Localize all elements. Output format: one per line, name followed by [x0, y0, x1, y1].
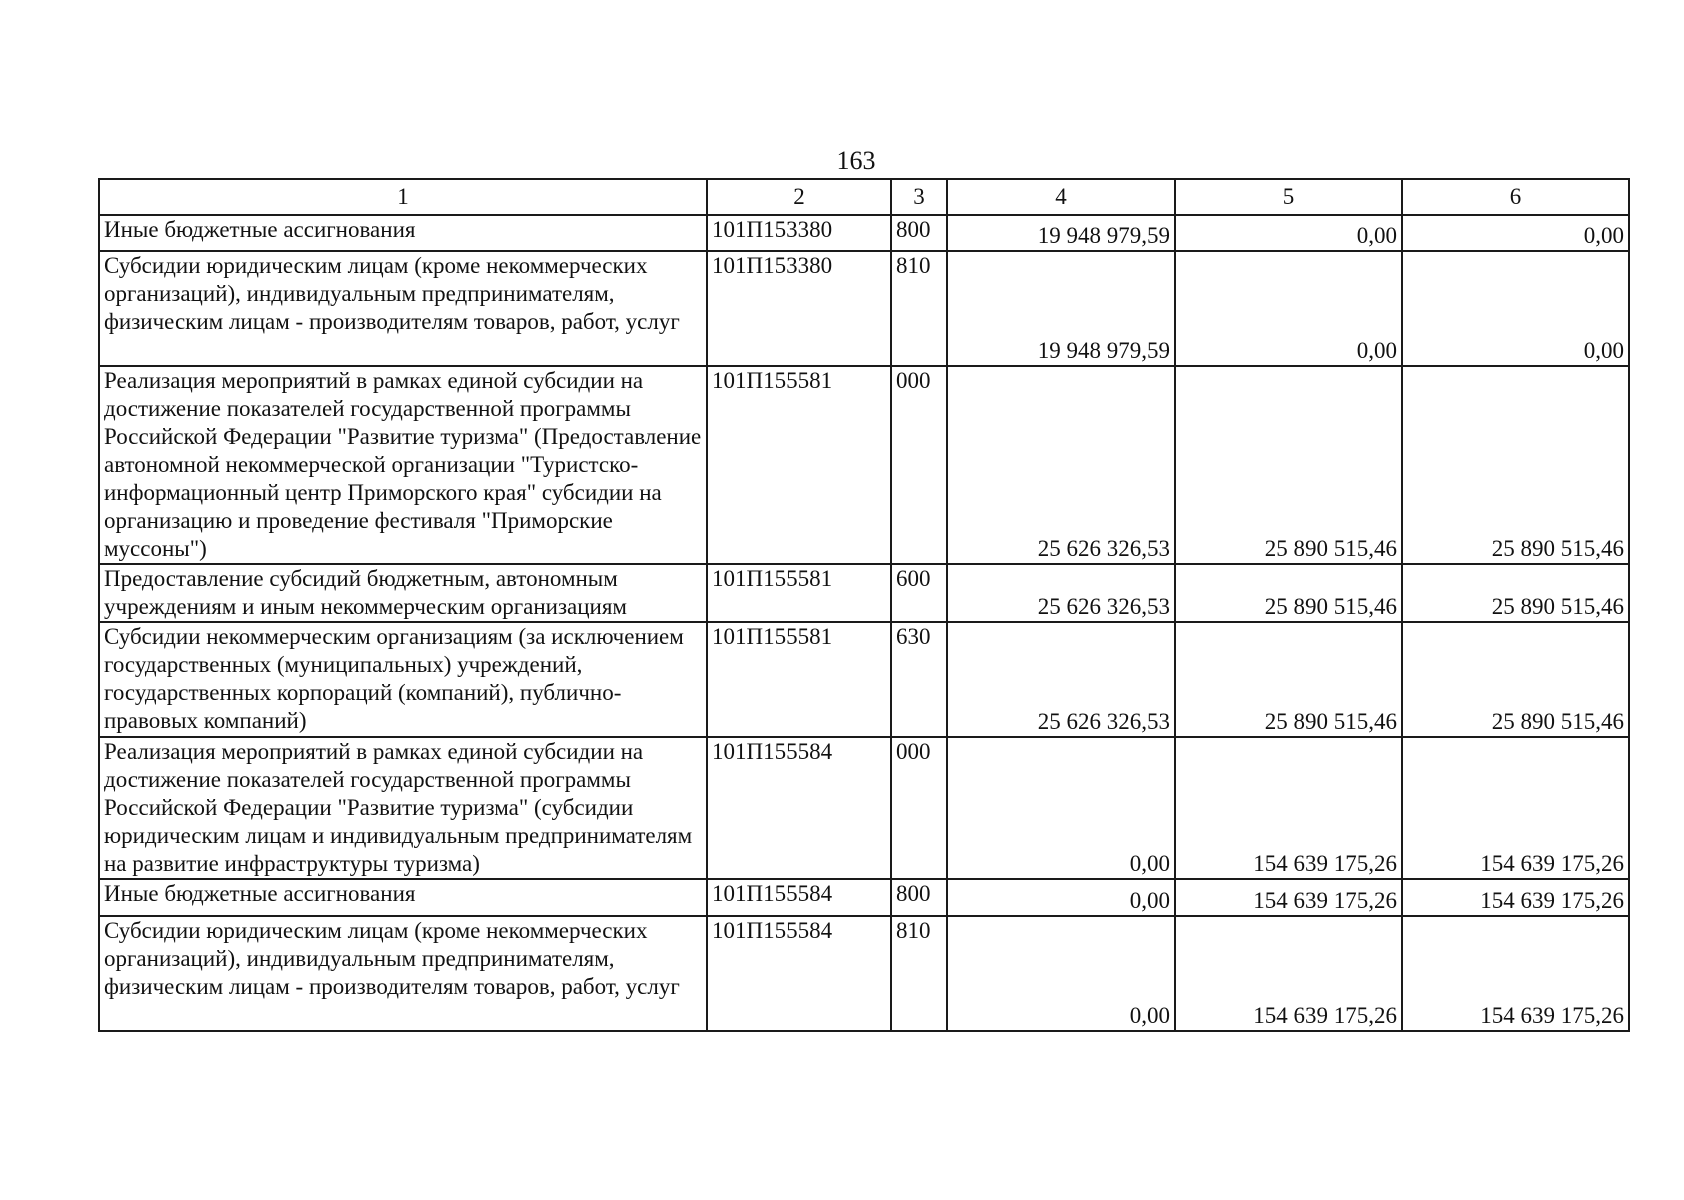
row-kvr-cell: 000: [891, 366, 947, 564]
table-row: [99, 737, 1629, 879]
row-value-col5-cell: 0,00: [1175, 251, 1402, 366]
row-name-cell: Субсидии юридическим лицам (кроме некоммерческих организаций), индивидуальным предпринимателям, физическим лицам - производителям товаров, работ, услуг: [99, 916, 707, 1031]
table-row: [99, 215, 1629, 251]
row-code-cell: 101П155581: [707, 366, 891, 564]
budget-table: [98, 178, 1630, 1032]
table-row: [99, 622, 1629, 737]
row-value-col5-cell: 25 890 515,46: [1175, 564, 1402, 622]
row-kvr-cell: 810: [891, 251, 947, 366]
row-value-col4-cell: 25 626 326,53: [947, 564, 1175, 622]
row-kvr-cell: 600: [891, 564, 947, 622]
row-value-col4-cell: 25 626 326,53: [947, 622, 1175, 737]
table-row: [99, 916, 1629, 1031]
page-number: 163: [836, 146, 876, 175]
row-code-cell: 101П155584: [707, 737, 891, 879]
row-kvr-cell: 630: [891, 622, 947, 737]
row-code-cell: 101П155584: [707, 879, 891, 916]
row-value-col4-cell: 19 948 979,59: [947, 251, 1175, 366]
column-header: 1: [99, 179, 707, 215]
row-code-cell: 101П153380: [707, 251, 891, 366]
row-value-col5-cell: 154 639 175,26: [1175, 916, 1402, 1031]
row-value-col6-cell: 0,00: [1402, 251, 1629, 366]
row-value-col5-cell: 25 890 515,46: [1175, 622, 1402, 737]
row-value-col6-cell: 25 890 515,46: [1402, 366, 1629, 564]
row-value-col6-cell: 25 890 515,46: [1402, 622, 1629, 737]
row-value-col6-cell: 154 639 175,26: [1402, 737, 1629, 879]
row-name-cell: Субсидии некоммерческим организациям (за исключением государственных (муниципальных) учреждений, государственных корпораций (компаний), публично-правовых компаний): [99, 622, 707, 737]
row-value-col5-cell: 25 890 515,46: [1175, 366, 1402, 564]
row-value-col6-cell: 154 639 175,26: [1402, 879, 1629, 916]
column-header: 5: [1175, 179, 1402, 215]
column-number-row: [99, 179, 1629, 215]
row-code-cell: 101П155584: [707, 916, 891, 1031]
row-name-cell: Реализация мероприятий в рамках единой субсидии на достижение показателей государственной программы Российской Федерации "Развитие туризма" (Предоставление автономной некоммерческой организации "Туристско-информационный центр Приморского края" субсидии на организацию и проведение фестиваля "Приморские муссоны"): [99, 366, 707, 564]
row-value-col4-cell: 0,00: [947, 916, 1175, 1031]
row-kvr-cell: 800: [891, 215, 947, 251]
table-row: [99, 366, 1629, 564]
row-code-cell: 101П153380: [707, 215, 891, 251]
row-code-cell: 101П155581: [707, 622, 891, 737]
row-kvr-cell: 000: [891, 737, 947, 879]
row-value-col6-cell: 0,00: [1402, 215, 1629, 251]
row-kvr-cell: 810: [891, 916, 947, 1031]
column-header: 4: [947, 179, 1175, 215]
row-value-col5-cell: 154 639 175,26: [1175, 737, 1402, 879]
row-code-cell: 101П155581: [707, 564, 891, 622]
row-value-col4-cell: 25 626 326,53: [947, 366, 1175, 564]
row-name-cell: Реализация мероприятий в рамках единой субсидии на достижение показателей государственной программы Российской Федерации "Развитие туризма" (субсидии юридическим лицам и индивидуальным предпринимателям на развитие инфраструктуры туризма): [99, 737, 707, 879]
row-value-col5-cell: 0,00: [1175, 215, 1402, 251]
table-row: [99, 879, 1629, 916]
column-header: 2: [707, 179, 891, 215]
row-value-col6-cell: 154 639 175,26: [1402, 916, 1629, 1031]
table-row: [99, 564, 1629, 622]
row-value-col4-cell: 0,00: [947, 879, 1175, 916]
table-row: [99, 251, 1629, 366]
row-value-col4-cell: 19 948 979,59: [947, 215, 1175, 251]
column-header: 6: [1402, 179, 1629, 215]
row-value-col5-cell: 154 639 175,26: [1175, 879, 1402, 916]
row-kvr-cell: 800: [891, 879, 947, 916]
row-name-cell: Иные бюджетные ассигнования: [99, 215, 707, 251]
row-name-cell: Предоставление субсидий бюджетным, автономным учреждениям и иным некоммерческим организациям: [99, 564, 707, 622]
row-value-col6-cell: 25 890 515,46: [1402, 564, 1629, 622]
row-name-cell: Иные бюджетные ассигнования: [99, 879, 707, 916]
row-name-cell: Субсидии юридическим лицам (кроме некоммерческих организаций), индивидуальным предпринимателям, физическим лицам - производителям товаров, работ, услуг: [99, 251, 707, 366]
column-header: 3: [891, 179, 947, 215]
row-value-col4-cell: 0,00: [947, 737, 1175, 879]
